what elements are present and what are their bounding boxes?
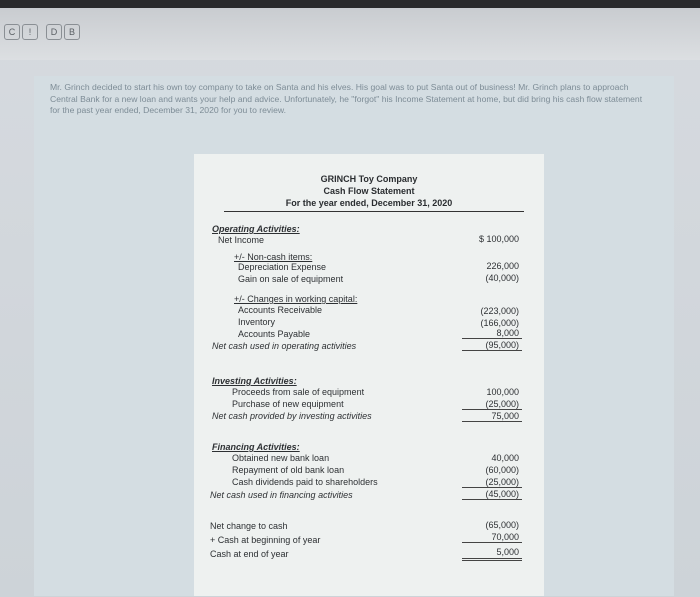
ap-value: 8,000 xyxy=(496,328,519,338)
beginning-cash-label: + Cash at beginning of year xyxy=(210,535,321,545)
financing-total-value: (45,000) xyxy=(485,489,519,499)
repay-value: (60,000) xyxy=(485,465,519,475)
working-capital-label: +/- Changes in working capital: xyxy=(234,294,358,304)
proceeds-value: 100,000 xyxy=(486,387,519,397)
ending-cash-label: Cash at end of year xyxy=(210,549,289,559)
browser-toolbar xyxy=(0,8,700,60)
financing-heading: Financing Activities: xyxy=(212,442,300,452)
purchase-label: Purchase of new equipment xyxy=(232,399,344,409)
dividends-label: Cash dividends paid to shareholders xyxy=(232,477,378,487)
document-icon[interactable]: D xyxy=(46,24,62,40)
proceeds-label: Proceeds from sale of equipment xyxy=(232,387,365,397)
ar-label: Accounts Receivable xyxy=(238,305,323,315)
browser-window xyxy=(0,8,700,597)
intro-paragraph: Mr. Grinch decided to start his own toy company to take on Santa and his elves. His goal was to put Santa out of business! Mr. Grinch plans to approach Central Bank for a new loan and wants your help and advice. Unfortunately, he "forgot" his Income Statement at home, but did bring his cash flow statement for the past year ended, December 31, 2020 for you to review. xyxy=(50,82,643,115)
rule xyxy=(462,542,522,543)
operating-total-label: Net cash used in operating activities xyxy=(212,341,357,351)
rule xyxy=(462,338,522,339)
rule xyxy=(462,499,522,500)
rule xyxy=(462,487,522,488)
beginning-cash-value: 70,000 xyxy=(491,532,519,542)
net-income-value: $ 100,000 xyxy=(478,234,519,244)
purchase-value: (25,000) xyxy=(485,399,519,409)
depreciation-value: 226,000 xyxy=(486,261,519,271)
document-page xyxy=(34,76,674,596)
loan-label: Obtained new bank loan xyxy=(232,453,330,463)
repay-label: Repayment of old bank loan xyxy=(232,465,345,475)
inventory-value: (166,000) xyxy=(480,318,519,328)
ap-label: Accounts Payable xyxy=(238,329,311,339)
net-change-value: (65,000) xyxy=(485,520,519,530)
investing-heading: Investing Activities: xyxy=(212,376,297,386)
depreciation-label: Depreciation Expense xyxy=(238,262,327,272)
net-income-label: Net Income xyxy=(218,235,265,245)
reload-icon[interactable]: C xyxy=(4,24,20,40)
info-icon[interactable]: ! xyxy=(22,24,38,40)
header-rule xyxy=(224,211,524,212)
rule xyxy=(462,350,522,351)
rule xyxy=(462,421,522,422)
net-change-label: Net change to cash xyxy=(210,521,288,531)
operating-total-value: (95,000) xyxy=(485,340,519,350)
inventory-label: Inventory xyxy=(238,317,276,327)
gain-label: Gain on sale of equipment xyxy=(238,274,344,284)
ending-cash-value: 5,000 xyxy=(496,547,519,557)
statement-period: For the year ended, December 31, 2020 xyxy=(285,198,453,208)
company-name: GRINCH Toy Company xyxy=(320,174,418,184)
noncash-label: +/- Non-cash items: xyxy=(234,252,313,262)
financing-total-label: Net cash used in financing activities xyxy=(210,490,353,500)
investing-total-value: 75,000 xyxy=(491,411,519,421)
rule xyxy=(462,409,522,410)
bookmark-icon[interactable]: B xyxy=(64,24,80,40)
investing-total-label: Net cash provided by investing activities xyxy=(212,411,372,421)
double-rule xyxy=(462,560,522,561)
operating-heading: Operating Activities: xyxy=(212,224,300,234)
rule xyxy=(462,558,522,559)
cash-flow-statement xyxy=(194,154,544,596)
loan-value: 40,000 xyxy=(491,453,519,463)
statement-title: Cash Flow Statement xyxy=(323,186,415,196)
gain-value: (40,000) xyxy=(485,273,519,283)
dividends-value: (25,000) xyxy=(485,477,519,487)
ar-value: (223,000) xyxy=(480,306,519,316)
